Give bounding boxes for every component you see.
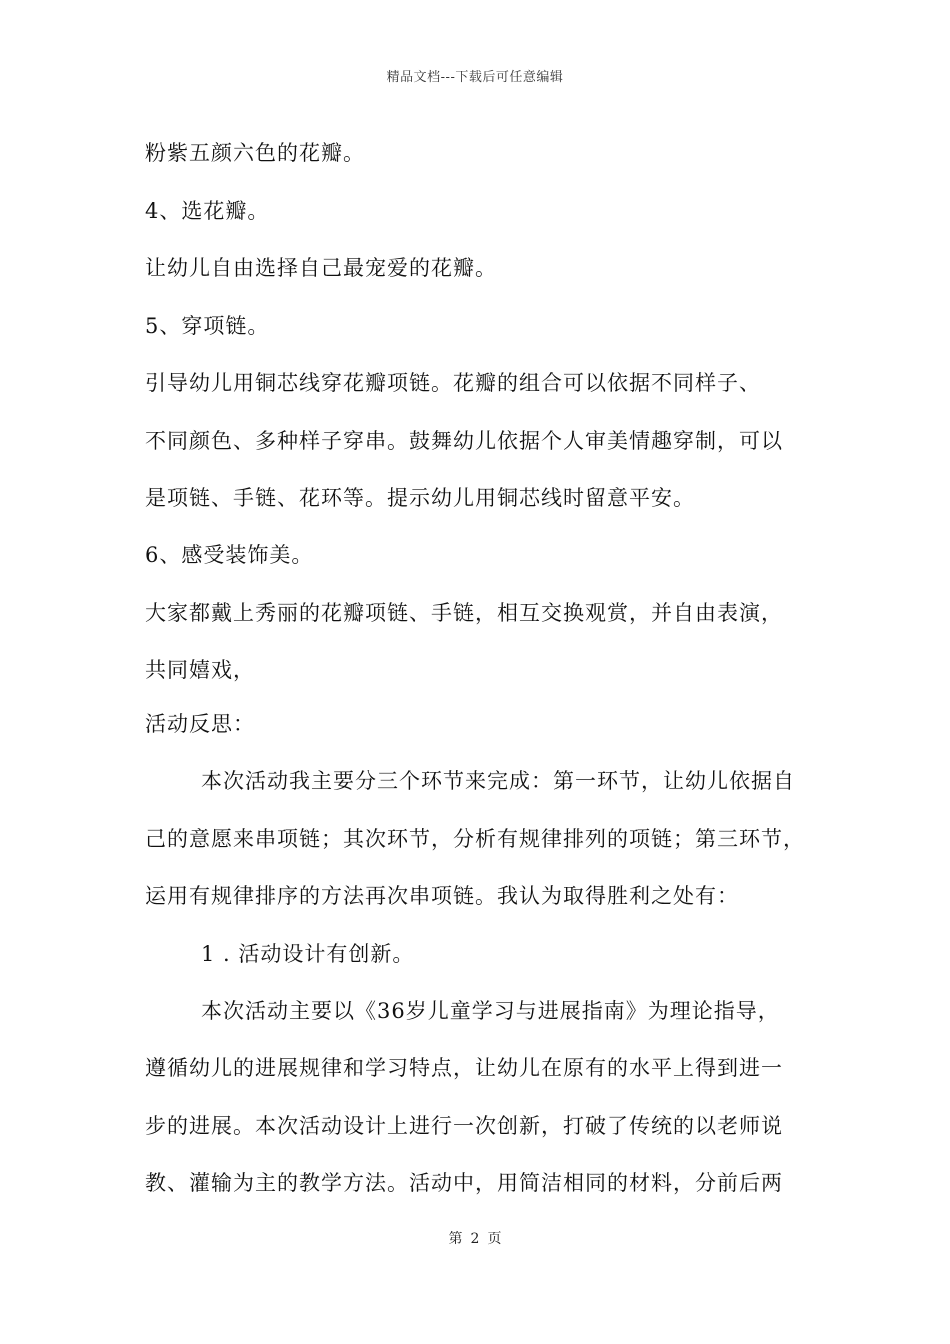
paragraph-line: 引导幼儿用铜芯线穿花瓣项链。花瓣的组合可以依据不同样子、 xyxy=(145,371,761,395)
paragraph-line: 大家都戴上秀丽的花瓣项链、手链，相互交换观赏，并自由表演， xyxy=(145,601,783,625)
list-item: 1 . 活动设计有创新。 xyxy=(201,942,415,966)
section-heading: 活动反思： xyxy=(145,712,255,736)
paragraph-line: 教、灌输为主的教学方法。活动中，用简洁相同的材料，分前后两 xyxy=(145,1171,783,1195)
paragraph-line: 遵循幼儿的进展规律和学习特点，让幼儿在原有的水平上得到进一 xyxy=(145,1056,783,1080)
paragraph-line: 运用有规律排序的方法再次串项链。我认为取得胜利之处有： xyxy=(145,884,739,908)
page-number-suffix: 页 xyxy=(487,1231,502,1247)
page-number: 2 xyxy=(470,1231,480,1247)
paragraph-line: 本次活动我主要分三个环节来完成：第一环节，让幼儿依据自 xyxy=(201,769,795,793)
page-number-prefix: 第 xyxy=(448,1231,463,1247)
paragraph-line: 己的意愿来串项链；其次环节，分析有规律排列的项链；第三环节， xyxy=(145,827,805,851)
page-footer xyxy=(0,1228,950,1248)
paragraph-line: 本次活动主要以《36岁儿童学习与进展指南》为理论指导， xyxy=(201,999,780,1023)
paragraph-line: 4、选花瓣。 xyxy=(145,199,270,223)
paragraph-line: 6、感受装饰美。 xyxy=(145,543,314,567)
paragraph-line: 是项链、手链、花环等。提示幼儿用铜芯线时留意平安。 xyxy=(145,486,695,510)
paragraph-line: 步的进展。本次活动设计上进行一次创新，打破了传统的以老师说 xyxy=(145,1114,783,1138)
page-header: 精品文档---下载后可任意编辑 xyxy=(386,70,564,85)
paragraph-line: 5、穿项链。 xyxy=(145,314,270,338)
paragraph-line: 共同嬉戏， xyxy=(145,658,255,682)
paragraph-line: 不同颜色、多种样子穿串。鼓舞幼儿依据个人审美情趣穿制，可以 xyxy=(145,429,783,453)
paragraph-line: 让幼儿自由选择自己最宠爱的花瓣。 xyxy=(145,256,497,280)
paragraph-line: 粉紫五颜六色的花瓣。 xyxy=(145,141,365,165)
